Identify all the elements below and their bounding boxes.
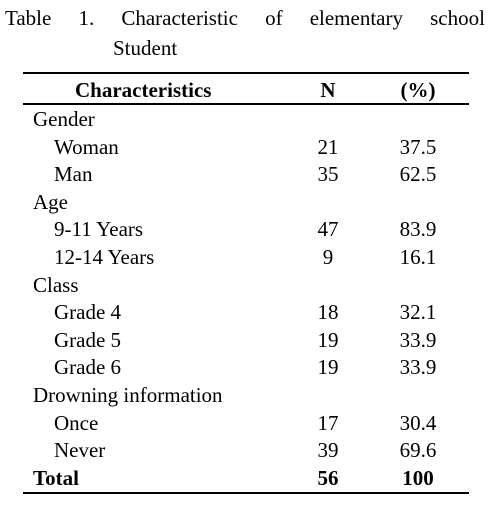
row-n: 17 (317, 410, 339, 435)
caption-line-1 (5, 3, 485, 33)
row-percent: 32.1 (399, 300, 437, 325)
caption-word: Table (5, 6, 52, 30)
row-label: Grade 6 (54, 355, 122, 380)
row-label: 12-14 Years (54, 245, 155, 269)
group-label: Gender (33, 107, 95, 131)
row-percent: 16.1 (399, 245, 437, 269)
table-bottom-rule (23, 492, 469, 494)
row-n: 18 (317, 300, 339, 325)
row-percent: 37.5 (399, 134, 437, 159)
header-percent: (%) (400, 78, 436, 102)
row-n: 21 (317, 134, 339, 159)
table-row (23, 271, 469, 299)
row-percent: 83.9 (399, 217, 437, 242)
row-n: 19 (317, 327, 339, 352)
table-row (23, 215, 469, 243)
row-label: Woman (54, 134, 119, 159)
group-label: Drowning information (33, 383, 223, 407)
table-row (23, 298, 469, 326)
row-label: Man (54, 162, 93, 187)
row-percent: 33.9 (399, 355, 437, 380)
row-n: 39 (317, 438, 339, 463)
table-row (23, 381, 469, 409)
table-row (23, 188, 469, 216)
row-n: 35 (317, 162, 339, 187)
table-top-rule (23, 72, 469, 74)
row-percent: 33.9 (399, 327, 437, 352)
row-percent: 30.4 (399, 410, 437, 435)
caption-word: school (430, 6, 485, 30)
total-n: 56 (317, 465, 339, 490)
row-label: Never (54, 438, 106, 463)
table-row (23, 326, 469, 354)
caption-word: of (265, 6, 283, 30)
table-row (23, 436, 469, 464)
total-percent: 100 (402, 465, 434, 490)
table-header-row (23, 76, 469, 104)
group-label: Age (33, 189, 68, 214)
row-percent: 62.5 (399, 162, 437, 187)
row-n: 9 (322, 245, 334, 269)
row-label: 9-11 Years (54, 217, 144, 242)
row-label: Grade 5 (54, 327, 122, 352)
row-label: Once (54, 410, 99, 435)
table-caption (5, 3, 485, 63)
header-characteristics: Characteristics (75, 78, 212, 102)
table-total-row (23, 464, 469, 492)
table-row (23, 409, 469, 437)
header-n: N (320, 78, 336, 102)
total-label: Total (33, 465, 79, 490)
caption-word: 1. (78, 6, 95, 30)
caption-line-2: Student (113, 36, 178, 60)
table-row (23, 243, 469, 271)
row-percent: 69.6 (399, 438, 437, 463)
caption-word: Characteristic (121, 6, 238, 30)
row-n: 47 (317, 217, 339, 242)
table-row (23, 353, 469, 381)
table-row (23, 133, 469, 161)
caption-word: elementary (309, 6, 403, 30)
row-n: 19 (317, 355, 339, 380)
row-label: Grade 4 (54, 300, 122, 325)
table-row (23, 160, 469, 188)
table-row (23, 105, 469, 133)
group-label: Class (33, 272, 79, 297)
